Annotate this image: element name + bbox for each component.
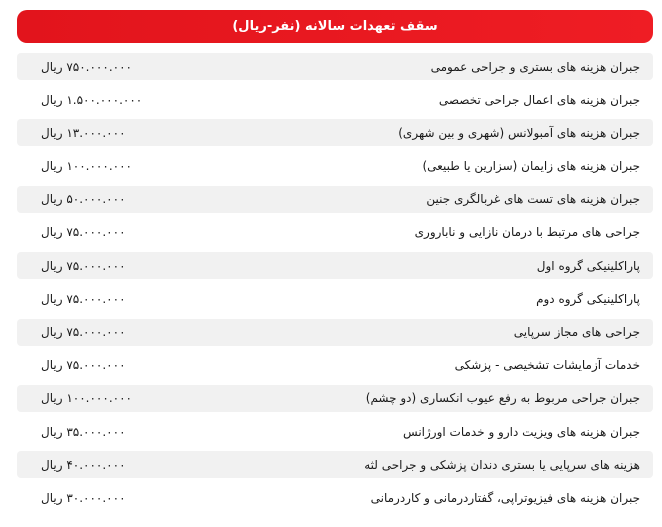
table-body [17,53,653,511]
table-row [17,252,653,279]
row-amount: ۷۵.۰۰۰.۰۰۰ ریال [41,358,126,373]
row-label: جبران هزینه های اعمال جراحی تخصصی [438,92,640,107]
row-label: خدمات آزمایشات تشخیصی - پزشکی [454,358,640,373]
row-amount: ۷۵.۰۰۰.۰۰۰ ریال [41,325,126,339]
row-amount: ۳۵.۰۰۰.۰۰۰ ریال [41,424,126,439]
row-amount: ۷۵.۰۰۰.۰۰۰ ریال [41,225,126,240]
table-row [17,319,653,346]
row-amount: ۷۵.۰۰۰.۰۰۰ ریال [41,291,126,306]
row-amount: ۷۵.۰۰۰.۰۰۰ ریال [41,258,126,273]
row-label: جبران هزینه های آمبولانس (شهری و بین شهری) [398,125,640,140]
row-amount: ۱.۵۰۰.۰۰۰.۰۰۰ ریال [41,92,143,107]
row-label: جبران هزینه های ویزیت دارو و خدمات اورژانس [403,424,640,439]
row-amount: ۴۰.۰۰۰.۰۰۰ ریال [41,457,126,472]
table-row [17,484,653,511]
table-row [17,285,653,312]
table-header [17,10,653,43]
row-label: جراحی های مجاز سرپایی [513,325,640,339]
row-label: جبران هزینه های فیزیوتراپی، گفتاردرمانی و کاردرمانی [370,490,640,505]
row-label: جبران هزینه های بستری و جراحی عمومی [430,59,640,74]
row-amount: ۱۰۰.۰۰۰.۰۰۰ ریال [41,159,132,174]
table-title: سقف تعهدات سالانه (نفر-ریال) [232,19,438,34]
table-row [17,385,653,412]
row-label: پاراکلینیکی گروه اول [536,258,640,273]
table-row [17,153,653,180]
row-amount: ۳۰.۰۰۰.۰۰۰ ریال [41,490,126,505]
table-row [17,219,653,246]
table-row [17,86,653,113]
table-row [17,451,653,478]
coverage-table [17,10,653,518]
table-row [17,53,653,80]
row-amount: ۱۰۰.۰۰۰.۰۰۰ ریال [41,391,132,406]
row-label: جبران هزینه های تست های غربالگری جنین [426,192,640,207]
row-label: جبران جراحی مربوط به رفع عیوب انکساری (دو چشم) [365,391,640,406]
row-label: جراحی های مرتبط با درمان نازایی و ناباروری [414,225,640,240]
row-label: پاراکلینیکی گروه دوم [536,291,640,306]
row-amount: ۷۵۰.۰۰۰.۰۰۰ ریال [41,59,132,74]
table-row [17,352,653,379]
row-amount: ۱۳.۰۰۰.۰۰۰ ریال [41,125,126,140]
row-amount: ۵۰.۰۰۰.۰۰۰ ریال [41,192,126,207]
table-row [17,186,653,213]
row-label: جبران هزینه های زایمان (سزارین یا طبیعی) [422,159,640,174]
table-row [17,119,653,146]
row-label: هزینه های سرپایی یا بستری دندان پزشکی و جراحی لثه [364,457,640,472]
table-row [17,418,653,445]
